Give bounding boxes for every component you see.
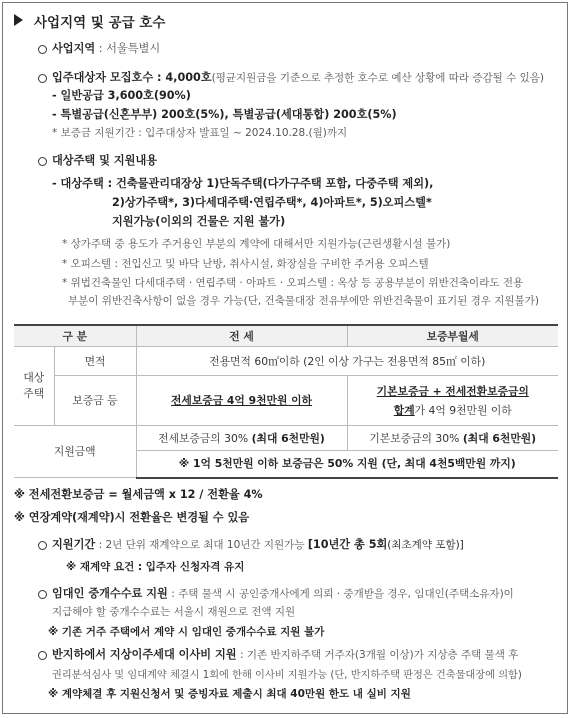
recruit-note: (평균지원금을 기준으로 추정한 호수로 예산 상황에 따라 증감될 수 있음): [211, 72, 545, 84]
table-header-row: [14, 325, 558, 347]
region-label: 사업지역: [52, 42, 96, 55]
broker-note: ※ 기존 거주 주택에서 계약 시 임대인 중개수수료 지원 불가: [48, 626, 325, 638]
special-supply: - 특별공급(신혼부부) 200호(5%), 특별공급(세대통합) 200호(5%): [52, 108, 397, 121]
header-jeonse: 전 세: [136, 325, 347, 347]
triangle-bullet-icon: [14, 14, 23, 26]
housing-heading: 대상주택 및 지원내용: [52, 154, 158, 167]
row-area-label: 면적: [54, 347, 136, 376]
section-title: 사업지역 및 공급 호수: [34, 15, 166, 31]
conversion-formula: ※ 전세전환보증금 = 월세금액 x 12 / 전환율 4%: [14, 488, 263, 501]
region-value: : 서울특별시: [95, 42, 161, 55]
deposit-monthly-limit: 가 4억 9천만원 이하: [414, 403, 512, 417]
support-monthly: [347, 426, 558, 451]
housing-line-1: - 대상주택 : 건축물관리대장상 1)단독주택(다가구주택 포함, 다중주택 제외),: [52, 177, 434, 190]
period-text: : 2년 단위 재계약으로 최대 10년간 지원가능: [95, 539, 308, 551]
row-deposit-label: 보증금 등: [54, 376, 136, 426]
moving-line-1: [52, 646, 518, 662]
moving-note: ※ 계약체결 후 지원신청서 및 증빙자료 제출시 최대 40만원 한도 내 실비 지원: [48, 688, 411, 700]
area-value: 전용면적 60㎡이하 (2인 이상 가구는 전용면적 85㎡ 이하): [136, 347, 558, 376]
period-bracket-tail: (최초계약 포함)]: [387, 539, 464, 551]
support-note: ※ 1억 5천만원 이하 보증금은 50% 지원 (단, 최대 4천5백만원 까지): [136, 451, 558, 478]
support-jeonse-text: 전세보증금의 30%: [158, 431, 252, 445]
moving-text-2: 권리분석심사 및 임대계약 체결시 1회에 한해 이사비 지원가능 (단, 반지하주택 판정은 건축물대장에 의함): [52, 670, 522, 681]
renewal-requirement: ※ 재계약 요건 : 입주자 신청자격 유지: [66, 561, 245, 573]
housing-line-2: 2)상가주택*, 3)다세대주택·연립주택*, 4)아파트*, 5)오피스텔*: [112, 196, 432, 209]
housing-note-1: * 상가주택 중 용도가 주거용인 부분의 계약에 대해서만 지원가능(근린생활시설 불가): [62, 238, 451, 250]
header-monthly: 보증부월세: [347, 325, 558, 347]
broker-line-1: [52, 585, 514, 601]
deposit-monthly-sum: 합계: [393, 403, 415, 417]
recruit-line: [52, 69, 544, 85]
general-supply: - 일반공급 3,600호(90%): [52, 89, 191, 102]
moving-label: 반지하에서 지상이주세대 이사비 지원: [52, 648, 237, 661]
deposit-monthly-line2: [348, 401, 559, 420]
circle-bullet-icon: [38, 74, 47, 83]
header-gubun: 구 분: [14, 325, 136, 347]
table-row: [14, 376, 558, 426]
circle-bullet-icon: [38, 651, 47, 660]
deposit-monthly-line1: 기본보증금 + 전세전환보증금의: [376, 384, 529, 398]
broker-label: 임대인 중개수수료 지원: [52, 587, 168, 600]
deposit-monthly: [347, 376, 558, 426]
deposit-jeonse: 전세보증금 4억 9천만원 이하: [136, 376, 347, 426]
moving-text-1: : 기존 반지하주택 거주자(3개월 이상)가 지상층 주택 물색 후: [236, 649, 519, 661]
period-line: [52, 536, 464, 552]
broker-text-1: : 주택 물색 시 공인중개사에게 의뢰 · 중개받을 경우, 임대인(주택소유자)이: [167, 588, 514, 600]
circle-bullet-icon: [38, 157, 47, 166]
table-row: [14, 426, 558, 451]
circle-bullet-icon: [38, 45, 47, 54]
circle-bullet-icon: [38, 541, 47, 550]
housing-note-3b: 부분이 위반건축사항이 없을 경우 가능(단, 건축물대장 전유부에만 위반건축물이 표기된 경우 지원불가): [68, 295, 539, 307]
housing-note-2: * 오피스텔 : 전입신고 및 바닥 난방, 취사시설, 화장실을 구비한 주거용 오피스텔: [62, 258, 429, 270]
region-line: [52, 40, 160, 56]
table-row: [14, 347, 558, 376]
support-table: [14, 324, 558, 479]
support-jeonse-max: (최대 6천만원): [251, 431, 325, 445]
recruit-label: 입주대상자 모집호수 : 4,000호: [52, 71, 212, 84]
housing-line-3: 지원가능(이외의 건물은 지원 불가): [112, 215, 286, 228]
support-monthly-text: 기본보증금의 30%: [369, 431, 463, 445]
period-bracket: [10년간 총 5회: [307, 538, 388, 551]
housing-note-3a: * 위법건축물인 다세대주택 · 연립주택 · 아파트 · 오피스텔 : 옥상 등 공용부분이 위반건축이라도 전용: [62, 277, 524, 289]
period-label: 지원기간: [52, 538, 96, 551]
support-jeonse: [136, 426, 347, 451]
renewal-note: ※ 연장계약(재계약)시 전환율은 변경될 수 있음: [14, 511, 250, 524]
row-support-label: 지원금액: [14, 426, 136, 478]
support-period-note: * 보증금 지원기간 : 입주대상자 발표일 ~ 2024.10.28.(월)까지: [52, 127, 348, 139]
support-monthly-max: (최대 6천만원): [462, 431, 537, 445]
row-target-housing: 대상 주택: [14, 347, 54, 426]
broker-text-2: 지급해야 할 중개수수료는 서울시 재원으로 전액 지원: [52, 606, 296, 618]
circle-bullet-icon: [38, 590, 47, 599]
